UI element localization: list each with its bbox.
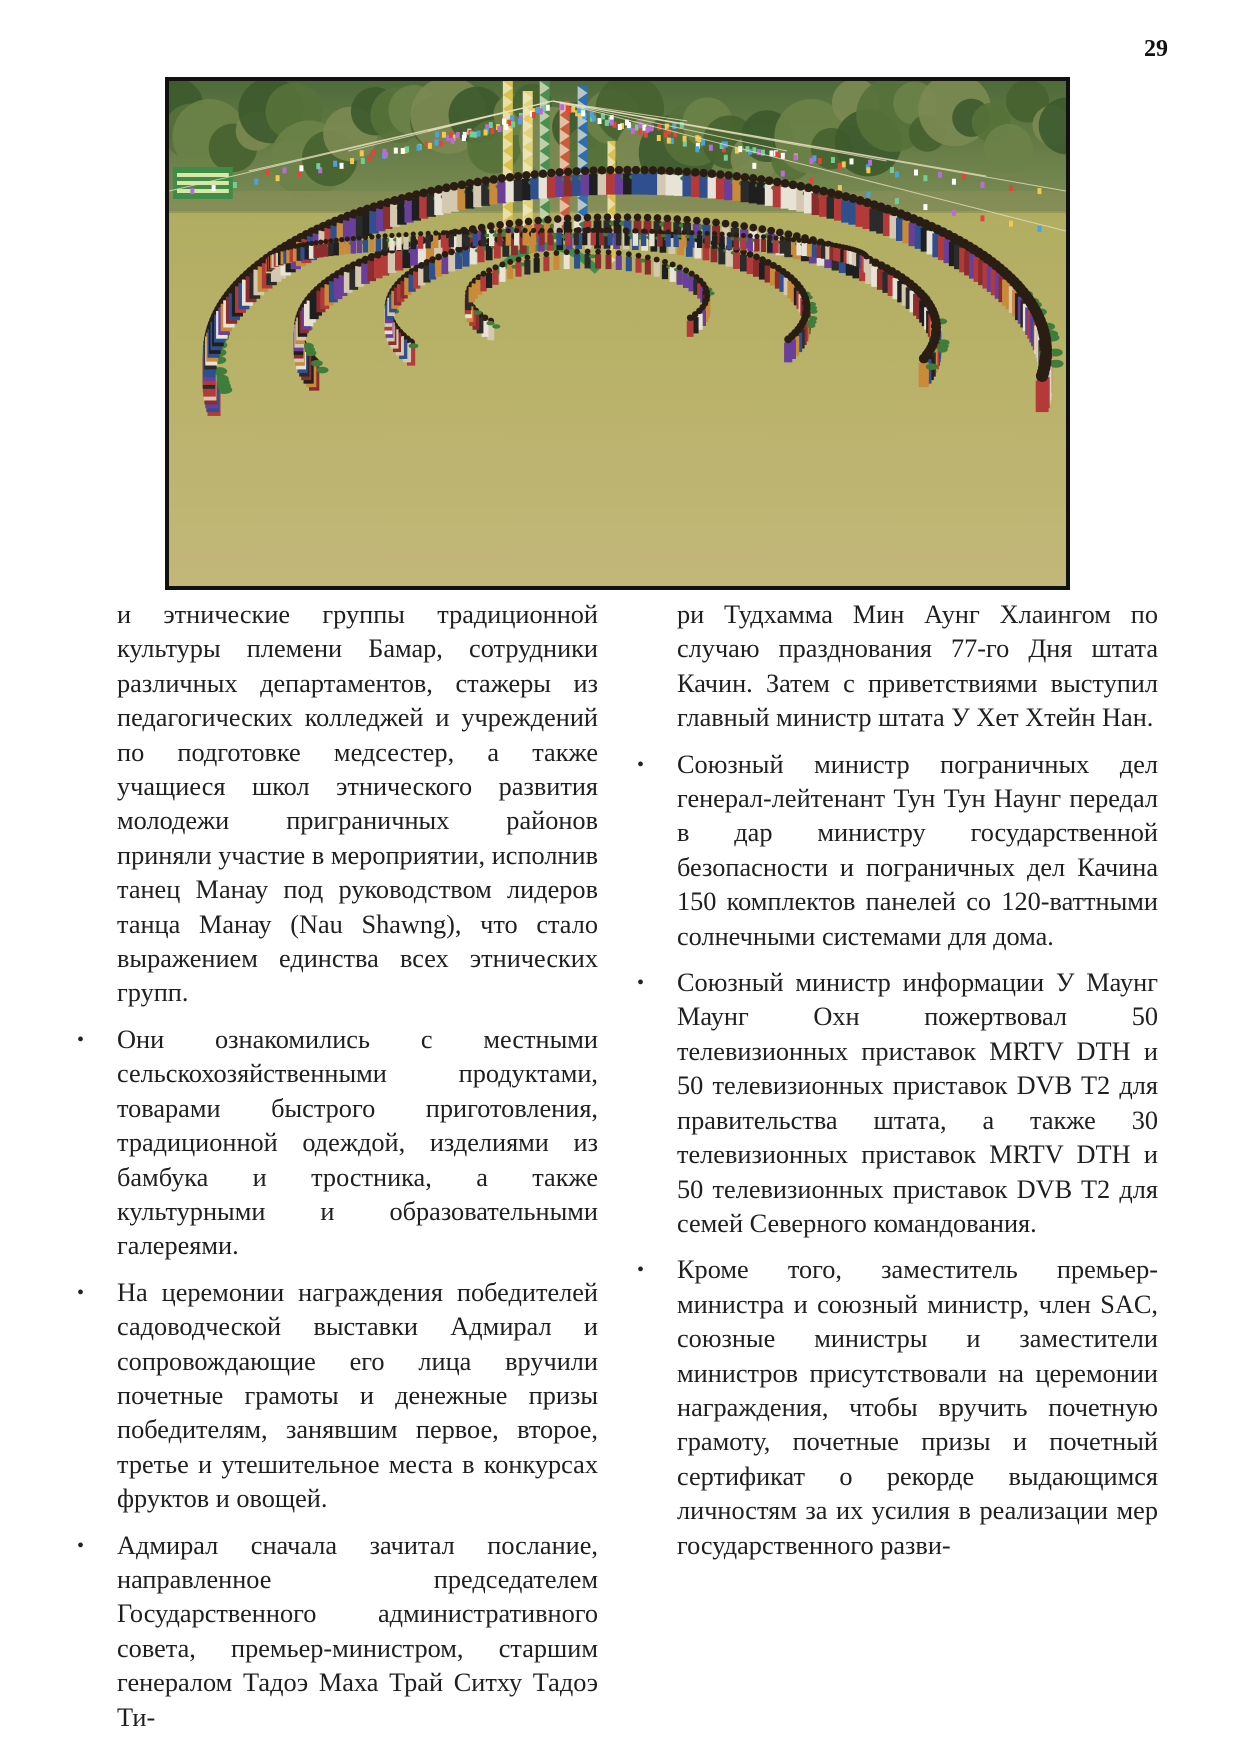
page-number: 29 <box>1144 36 1168 62</box>
left-paragraph-continued: и этнические группы традиционной культуры племени Бамар, сотрудники различных департаментов, стажеры из педагогических колледжей и учреждений по подготовке медсестер, а также учащиеся школ этнического развития молодежи приграничных районов приняли участие в мероприятии, исполнив танец Манау под руководством лидеров танца Манау (Nau Shawng), что стало выражением единства всех этнических групп. <box>117 600 598 1008</box>
left-bullet-item: • Они ознакомились с местными сельскохозяйственными продуктами, товарами быстрого приготовления, традиционной одеждой, изделиями из бамбука и тростника, а также культурными и образовательными галереями. <box>117 1023 598 1264</box>
right-bullet-item: • Кроме того, заместитель премьер-министра и союзный министр, член SAC, союзные министры и заместители министров присутствовали на церемонии награждения, чтобы вручить почетную грамоту, почетные призы и почетный сертификат о рекорде выдающимся личностям за их усилия в реализации мер государственного разви- <box>677 1253 1158 1563</box>
right-paragraph-continued: ри Тудхамма Мин Аунг Хлаингом по случаю празднования 77-го Дня штата Качин. Затем с приветствиями выступил главный министр штата У Хет Хтейн Нан. <box>677 600 1158 733</box>
photo-manau-dance <box>165 77 1070 590</box>
right-bullet-item: • Союзный министр пограничных дел генерал-лейтенант Тун Тун Наунг передал в дар министру государственной безопасности и пограничных дел Качина 150 комплектов панелей со 120-ваттными солнечными системами для дома. <box>677 748 1158 954</box>
left-bullet-item: • На церемонии награждения победителей садоводческой выставки Адмирал и сопровождающие его лица вручили почетные грамоты и денежные призы победителям, занявшим первое, второе, третье и утешительное места в конкурсах фруктов и овощей. <box>117 1276 598 1517</box>
right-bullet-item: • Союзный министр информации У Маунг Маунг Охн пожертвовал 50 телевизионных приставок MRTV DTH и 50 телевизионных приставок DVB T2 для правительства штата, а также 30 телевизионных приставок MRTV DTH и 50 телевизионных приставок DVB T2 для семей Северного командования. <box>677 966 1158 1241</box>
photo-illustration <box>169 81 1066 586</box>
left-column <box>117 598 598 1747</box>
left-bullet-item: • Адмирал сначала зачитал послание, направленное председателем Государственного административного совета, премьер-министром, старшим генералом Тадоэ Маха Трай Ситху Тадоэ Ти- <box>117 1529 598 1735</box>
right-column <box>677 598 1158 1575</box>
